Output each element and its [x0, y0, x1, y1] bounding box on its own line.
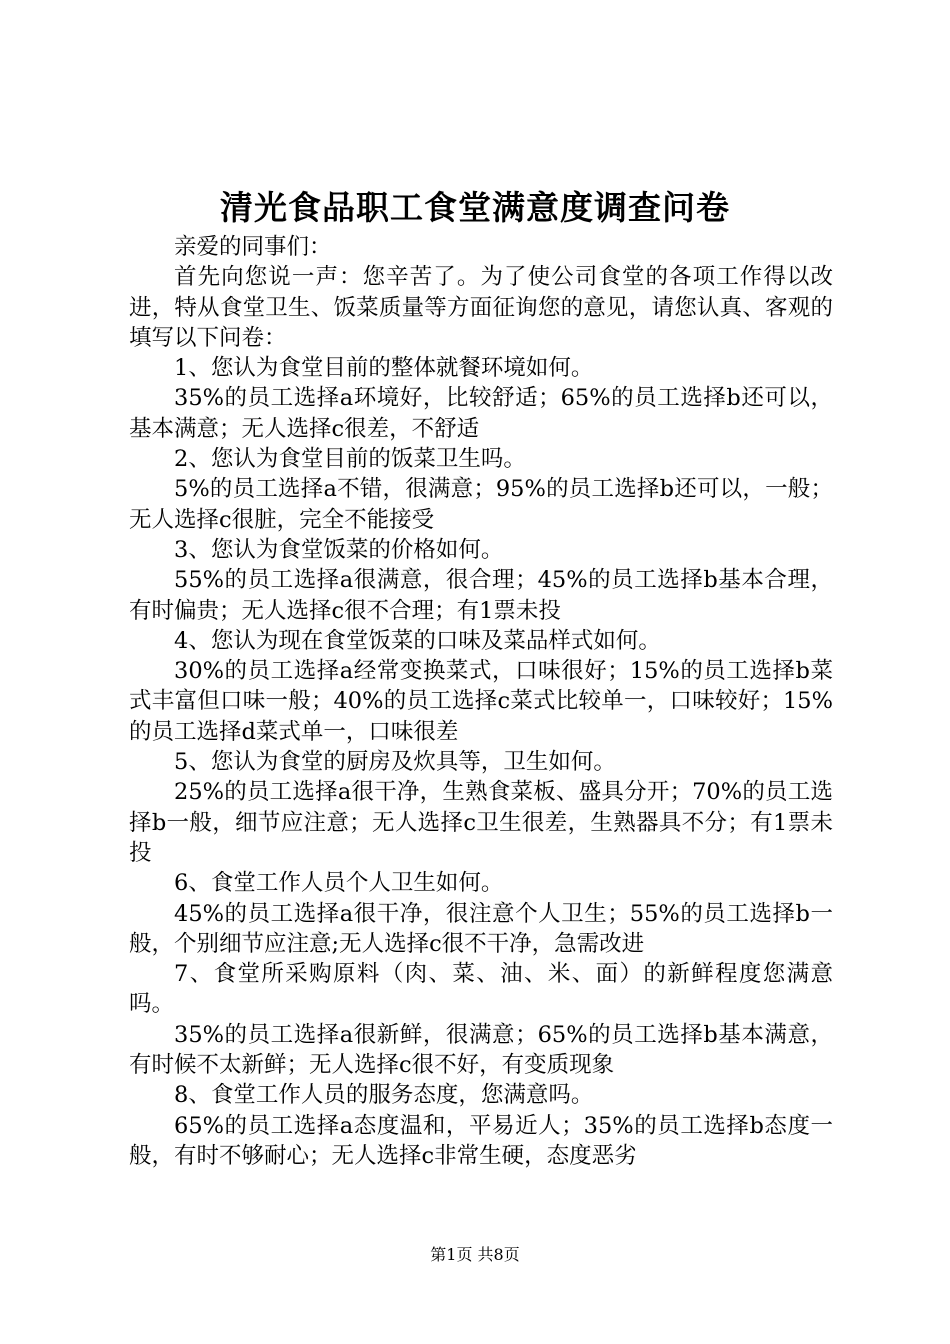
answer-1: 35%的员工选择a环境好，比较舒适；65%的员工选择b还可以，基本满意；无人选择c很差，不舒适: [129, 385, 833, 442]
answer-6: 45%的员工选择a很干净，很注意个人卫生；55%的员工选择b一般，个别细节应注意;无人选择c很不干净，急需改进: [129, 900, 833, 957]
question-7: 7、食堂所采购原料（肉、菜、油、米、面）的新鲜程度您满意吗。: [129, 961, 833, 1018]
question-8: 8、食堂工作人员的服务态度，您满意吗。: [174, 1082, 594, 1109]
page-number-footer: 第1页 共8页: [430, 1245, 520, 1264]
question-6: 6、食堂工作人员个人卫生如何。: [174, 870, 504, 897]
answer-3: 55%的员工选择a很满意，很合理；45%的员工选择b基本合理，有时偏贵；无人选择c很不合理；有1票未投: [129, 567, 833, 624]
document-title: 清光食品职工食堂满意度调查问卷: [220, 188, 730, 227]
question-5: 5、您认为食堂的厨房及炊具等，卫生如何。: [174, 749, 616, 776]
question-4: 4、您认为现在食堂饭菜的口味及菜品样式如何。: [174, 627, 661, 654]
intro-paragraph: 首先向您说一声：您辛苦了。为了使公司食堂的各项工作得以改进，特从食堂卫生、饭菜质量等方面征询您的意见，请您认真、客观的填写以下问卷：: [129, 264, 833, 351]
answer-2: 5%的员工选择a不错，很满意；95%的员工选择b还可以，一般；无人选择c很脏，完全不能接受: [129, 476, 833, 533]
document-body: [129, 232, 833, 1171]
question-1: 1、您认为食堂目前的整体就餐环境如何。: [174, 355, 594, 382]
greeting: 亲爱的同事们：: [174, 234, 332, 260]
question-3: 3、您认为食堂饭菜的价格如何。: [174, 536, 504, 563]
question-2: 2、您认为食堂目前的饭菜卫生吗。: [174, 446, 526, 473]
answer-8: 65%的员工选择a态度温和，平易近人；35%的员工选择b态度一般，有时不够耐心；无人选择c非常生硬，态度恶劣: [129, 1112, 833, 1169]
answer-5: 25%的员工选择a很干净，生熟食菜板、盛具分开；70%的员工选择b一般，细节应注意；无人选择c卫生很差，生熟器具不分；有1票未投: [129, 779, 833, 866]
answer-4: 30%的员工选择a经常变换菜式，口味很好；15%的员工选择b菜式丰富但口味一般；40%的员工选择c菜式比较单一，口味较好；15%的员工选择d菜式单一，口味很差: [129, 658, 833, 745]
answer-7: 35%的员工选择a很新鲜，很满意；65%的员工选择b基本满意，有时候不太新鲜；无人选择c很不好，有变质现象: [129, 1021, 833, 1079]
